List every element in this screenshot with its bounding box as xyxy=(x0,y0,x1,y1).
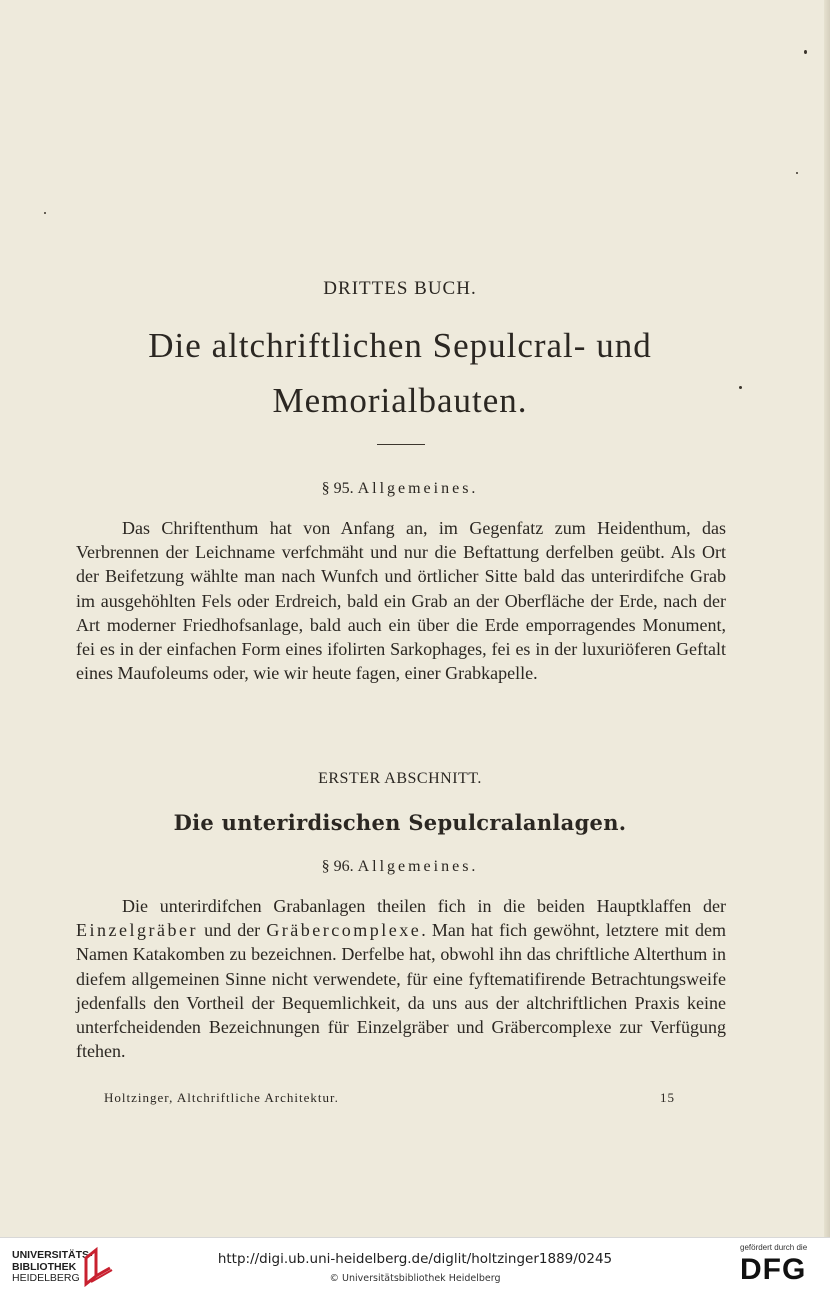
section-title: Allgemeines. xyxy=(357,858,479,875)
emphasis-graebercomplexe: Gräbercomplexe xyxy=(266,920,422,941)
chapter-title: Die unterirdischen Sepulcralanlagen. xyxy=(173,810,627,835)
paragraph-text: und der xyxy=(197,920,267,941)
main-title-line-2: Memorialbauten. xyxy=(272,381,528,420)
section-96-heading xyxy=(0,858,800,876)
page-edge-shadow xyxy=(824,0,830,1237)
section-title: Allgemeines. xyxy=(357,480,479,497)
viewer-footer-bar xyxy=(0,1237,830,1295)
copyright-notice: © Universitätsbibliothek Heidelberg xyxy=(329,1273,501,1284)
logo-line-1: UNIVERSITÄTS- xyxy=(12,1249,93,1261)
section-95-heading xyxy=(0,480,800,498)
paragraph-text: Die unterirdifchen Grabanlagen theilen fich in die beiden Hauptklaffen der xyxy=(122,896,726,916)
main-title-line-1: Die altchriftlichen Sepulcral- und xyxy=(148,326,652,365)
funded-by-label: gefördert durch die xyxy=(740,1243,808,1252)
section-number: § 95. xyxy=(321,480,354,497)
page-number: 15 xyxy=(660,1090,675,1105)
paragraph-allgemeines-95: Das Chriftenthum hat von Anfang an, im Gegenfatz zum Heidenthum, das Verbrennen der Leichname verfchmäht und nur die Beftattung derfelben geübt. Als Ort der Beifetzung wählte man nach Wunfch und örtlicher Sitte bald das unterirdifche Grab im ausgehöhlten Fels oder Erdreich, bald ein Grab an der Oberfläche der Erde, nach der Art moderner Friedhofsanlage, bald auch ein über die Erde emporragendes Monument, fei es in der einfachen Form eines ifolirten Sarkophages, fei es in der luxuriöferen Geftalt eines Maufoleums oder, wie wir heute fagen, einer Grabkapelle. xyxy=(76,518,726,684)
paragraph-text: . Man hat fich gewöhnt, letztere mit dem Namen Katakomben zu bezeichnen. Derfelbe hat, obwohl ihn das chriftliche Alterthum in diefem allgemeinen Sinne nicht verwendete, für eine fyftematifirende Betrachtungsweife jedenfalls den Vortheil der Bequemlichkeit, da uns aus der altchriftlichen Praxis keine unterfcheidenden Bezeichnungen für Einzelgräber und Gräbercomplexe zur Verfügung ftehen. xyxy=(76,920,727,1062)
dust-speck xyxy=(796,172,798,174)
abschnitt-heading: ERSTER ABSCHNITT. xyxy=(318,770,482,787)
title-divider xyxy=(377,444,425,445)
logo-line-2: BIBLIOTHEK xyxy=(12,1260,77,1273)
permalink-url[interactable]: http://digi.ub.uni-heidelberg.de/diglit/holtzinger1889/0245 xyxy=(217,1251,613,1267)
paragraph-allgemeines-96 xyxy=(76,894,726,1063)
section-number: § 96. xyxy=(321,858,354,875)
dust-speck xyxy=(804,50,807,54)
book-heading: DRITTES BUCH. xyxy=(323,278,477,299)
dust-speck xyxy=(44,212,46,214)
logo-line-3: HEIDELBERG xyxy=(12,1272,80,1284)
dfg-logo[interactable]: DFG xyxy=(740,1253,807,1286)
emphasis-einzelgraeber: Einzelgräber xyxy=(76,920,198,941)
running-footer: Holtzinger, Altchriftliche Architektur. xyxy=(104,1090,339,1105)
